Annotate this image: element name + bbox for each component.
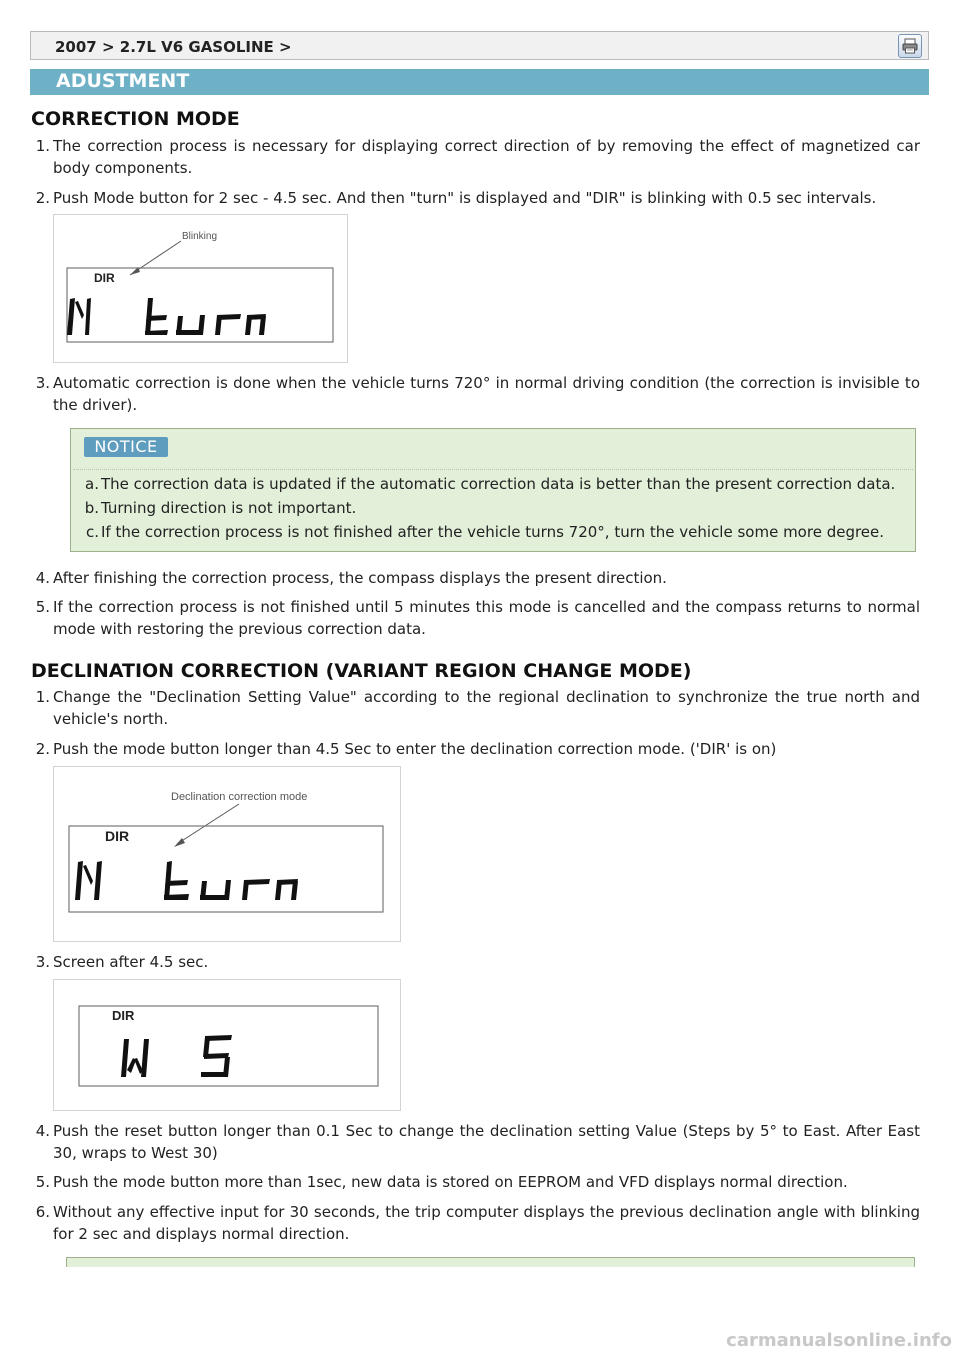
figure-declination-mode — [53, 766, 401, 942]
notice-item-letter: b. — [84, 499, 99, 517]
section-title: ADUSTMENT — [56, 70, 190, 92]
list-item — [30, 1120, 920, 1164]
item-number: 4. — [35, 1122, 50, 1140]
watermark: carmanualsonline.info — [726, 1330, 952, 1351]
item-number: 5. — [35, 598, 50, 616]
item-text: Push the mode button more than 1sec, new data is stored on EEPROM and VFD displays normal direction. — [53, 1173, 848, 1191]
declination-heading: DECLINATION CORRECTION (VARIANT REGION CHANGE MODE) — [31, 660, 692, 682]
item-text: The correction process is necessary for displaying correct direction of by removing the effect of magnetized car body components. — [53, 137, 920, 177]
dir-indicator: DIR — [94, 271, 115, 285]
section-title-bar — [30, 69, 929, 95]
vfd-display-n-turn — [67, 298, 266, 335]
item-text: Change the "Declination Setting Value" according to the regional declination to synchronize the true north and vehicle's north. — [53, 688, 920, 728]
list-item — [30, 135, 920, 179]
list-item — [30, 1171, 920, 1193]
item-text: After finishing the correction process, the compass displays the present direction. — [53, 569, 667, 587]
notice-item-text: The correction data is updated if the automatic correction data is better than the present correction data. — [101, 475, 896, 493]
item-text: Screen after 4.5 sec. — [53, 953, 209, 971]
notice-item — [81, 473, 901, 495]
list-item — [30, 686, 920, 730]
figure-blinking-dir — [53, 214, 348, 363]
item-text: Automatic correction is done when the vehicle turns 720° in normal driving condition (the correction is invisible to the driver). — [53, 374, 920, 414]
figure-after-4-5-sec — [53, 979, 401, 1111]
figure-callout: Declination correction mode — [171, 791, 308, 803]
item-number: 1. — [35, 137, 50, 155]
notice-badge: NOTICE — [84, 437, 168, 457]
dir-indicator: DIR — [112, 1008, 135, 1023]
printer-icon — [901, 37, 919, 55]
breadcrumb-bar — [30, 31, 929, 60]
item-number: 5. — [35, 1173, 50, 1191]
item-text: Without any effective input for 30 seconds, the trip computer displays the previous declination angle with blinking for 2 sec and displays normal direction. — [53, 1203, 920, 1243]
item-text: Push the mode button longer than 4.5 Sec to enter the declination correction mode. ('DIR' is on) — [53, 740, 777, 758]
dir-indicator: DIR — [105, 828, 130, 844]
notice-item-text: If the correction process is not finished after the vehicle turns 720°, turn the vehicle some more degree. — [101, 523, 885, 541]
item-number: 2. — [35, 189, 50, 207]
item-text: If the correction process is not finished until 5 minutes this mode is cancelled and the compass returns to normal mode with restoring the previous correction data. — [53, 598, 920, 638]
list-item — [30, 738, 920, 760]
notice-divider — [73, 469, 913, 470]
item-number: 4. — [35, 569, 50, 587]
notice-box-partial — [66, 1257, 915, 1267]
item-number: 3. — [35, 374, 50, 392]
item-number: 2. — [35, 740, 50, 758]
list-item — [30, 1201, 920, 1245]
item-number: 6. — [35, 1203, 50, 1221]
notice-box — [70, 428, 916, 552]
notice-item-text: Turning direction is not important. — [101, 499, 357, 517]
vfd-display-n-turn — [75, 861, 298, 900]
list-item — [30, 951, 920, 973]
notice-item — [81, 521, 901, 543]
list-item — [30, 567, 920, 589]
list-item — [30, 596, 920, 640]
item-number: 3. — [35, 953, 50, 971]
vfd-display-w-5 — [121, 1035, 232, 1077]
item-text: Push the reset button longer than 0.1 Sec to change the declination setting Value (Steps by 5° to East. After East 30, wraps to West 30) — [53, 1122, 920, 1162]
list-item — [30, 187, 920, 209]
item-text: Push Mode button for 2 sec - 4.5 sec. And then "turn" is displayed and "DIR" is blinking with 0.5 sec intervals. — [53, 189, 877, 207]
notice-item — [81, 497, 901, 519]
print-button[interactable] — [898, 34, 922, 58]
correction-mode-heading: CORRECTION MODE — [31, 108, 240, 130]
breadcrumb: 2007 > 2.7L V6 GASOLINE > — [55, 38, 292, 56]
item-number: 1. — [35, 688, 50, 706]
notice-item-letter: a. — [85, 475, 99, 493]
figure-callout: Blinking — [182, 231, 218, 242]
notice-item-letter: c. — [85, 523, 99, 541]
list-item — [30, 372, 920, 416]
